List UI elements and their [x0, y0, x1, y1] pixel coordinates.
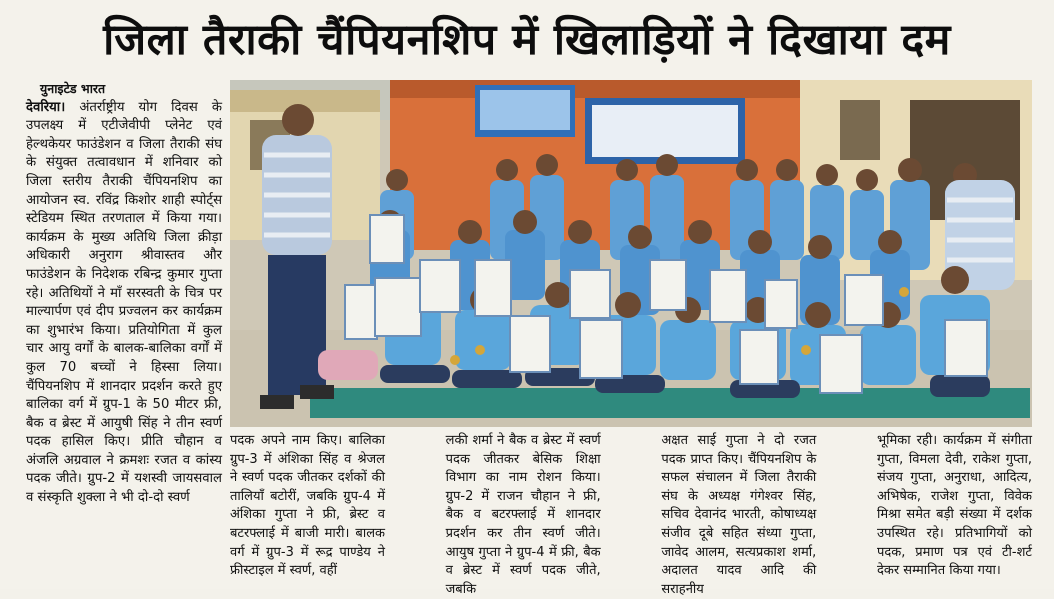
byline: युनाइटेड भारत — [40, 81, 106, 96]
article-column-2 — [230, 432, 385, 582]
article-column-1 — [26, 80, 222, 508]
article-text-5: भूमिका रही। कार्यक्रम में संगीता गुप्ता, विमला देवी, राकेश गुप्ता, संजय गुप्ता, अनुराधा, आदित्य, अभिषेक, राजेश गुप्ता, विवेक मिश्रा समेत बड़ी संख्या में दर्शक उपस्थित रहे। प्रतिभागियों को पदक, प्रमाण पत्र एवं टी-शर्ट देकर सम्मानित किया गया। — [876, 433, 1032, 579]
headline: जिला तैराकी चैंपियनशिप में खिलाड़ियों ने दिखाया दम — [103, 14, 951, 65]
dateline: देवरिया। — [26, 99, 66, 115]
article-column-3 — [445, 432, 601, 597]
article-text-4: अक्षत साई गुप्ता ने दो रजत पदक प्राप्त किए। चैंपियनशिप के सफल संचालन में जिला तैराकी संघ के अध्यक्ष गंगेश्वर सिंह, सचिव देवानंद भारती, कोषाध्यक्ष संजीव दूबे सहित संध्या गुप्ता, जावेद आलम, सत्यप्रकाश शर्मा, अदालत यादव आदि की सराहनीय — [661, 433, 817, 597]
article-text-1: अंतर्राष्ट्रीय योग दिवस के उपलक्ष्य में एटीजेवीपी प्लेनेट एवं हेल्थकेयर फाउंडेशन व जिला तैराकी संघ के संयुक्त तत्वावधान में शनिवार को जिला स्तरीय तैराकी चैंपियनशिप का आयोजन स्व. रविंद्र किशोर शाही स्पोर्ट्स स्टेडियम स्थित तरणताल में किया गया। कार्यक्रम के मुख्य अतिथि जिला क्रीड़ा अधिकारी अनुराग श्रीवास्तव और फाउंडेशन के निदेशक रबिन्द्र कुमार गुप्ता रहे। अतिथियों ने माँ सरस्वती के चित्र पर माल्यार्पण एवं दीप प्रज्वलन कर कार्यक्रम का शुभारंभ किया। प्रतियोगिता में कुल चार आयु वर्गों के बालक-बालिका वर्गों में कुल 70 बच्चों ने हिस्सा लिया। चैंपियनशिप में शानदार प्रदर्शन करते हुए बालिका वर्ग में ग्रुप-1 के 50 मीटर फ्री, बैक व ब्रेस्ट में आयुषी सिंह ने तीन स्वर्ण पदक हासिल किए। प्रीति चौहान व अंजलि अग्रवाल ने क्रमशः रजत व कांस्य पदक जीते। ग्रुप-2 में यशस्वी जायसवाल व संस्कृति शुक्ला ने भी दो-दो स्वर्ण — [26, 99, 222, 506]
article-text-2: पदक अपने नाम किए। बालिका ग्रुप-3 में अंशिका सिंह व श्रेजल ने स्वर्ण पदक जीतकर दर्शकों की तालियाँ बटोरीं, जबकि ग्रुप-4 में अंशिका गुप्ता ने फ्री, ब्रेस्ट व बटरफ्लाई में बाजी मारी। बालक वर्ग में ग्रुप-3 में रूद्र पाण्डेय ने फ्रीस्टाइल में स्वर्ण, वहीं — [230, 433, 385, 579]
article-column-4 — [661, 432, 817, 597]
article-paragraph-1 — [26, 99, 222, 508]
article-text-3: लकी शर्मा ने बैक व ब्रेस्ट में स्वर्ण पदक जीतकर बेसिक शिक्षा विभाग का नाम रोशन किया। ग्रुप-2 में राजन चौहान ने फ्री, बैक व बटरफ्लाई में शानदार प्रदर्शन कर तीन स्वर्ण जीते। आयुष गुप्ता ने ग्रुप-4 में फ्री, बैक व ब्रेस्ट में स्वर्ण पदक जीते, जबकि — [445, 433, 601, 597]
article-column-5 — [877, 432, 1032, 582]
group-photo — [230, 80, 1032, 427]
group-photo-illustration — [230, 80, 1032, 427]
article-bottom-columns — [230, 432, 1032, 597]
